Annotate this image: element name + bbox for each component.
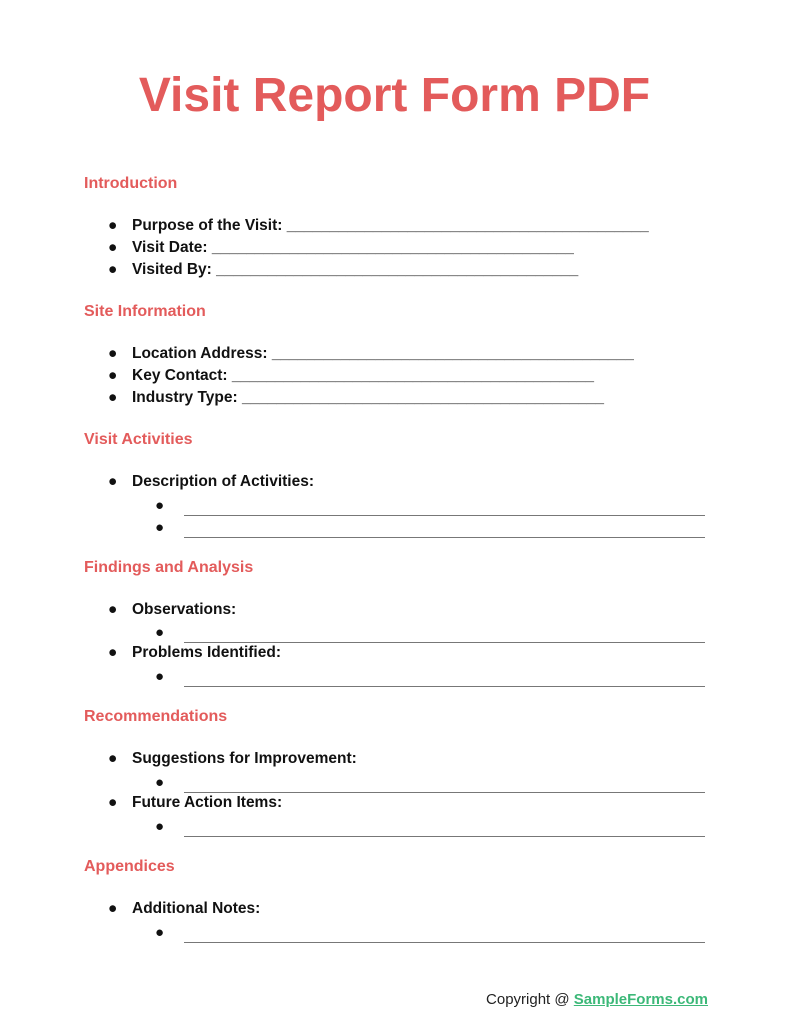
answer-line[interactable] — [155, 623, 705, 643]
sub-bullet-icon: ● — [155, 774, 165, 791]
field-observations — [108, 600, 236, 620]
section-heading-site-information: Site Information — [84, 303, 206, 320]
underline — [184, 537, 705, 538]
sub-bullet-icon: ● — [155, 497, 165, 514]
section-heading-recommendations: Recommendations — [84, 708, 228, 725]
answer-line[interactable] — [155, 496, 705, 516]
fill-in-blank[interactable]: __________________________________________ — [241, 389, 605, 406]
field-label: Visit Date: — [132, 239, 212, 256]
bullet-icon: ● — [108, 750, 118, 767]
copyright-footer — [486, 990, 708, 1010]
answer-line[interactable] — [155, 518, 705, 538]
field-label: Problems Identified: — [132, 644, 281, 661]
field-label: Location Address: — [132, 345, 272, 362]
section-heading-introduction: Introduction — [84, 175, 178, 192]
fill-in-blank[interactable]: __________________________________________ — [211, 239, 574, 256]
field-visited-by[interactable] — [108, 260, 578, 280]
answer-line[interactable] — [155, 923, 705, 943]
sub-bullet-icon: ● — [155, 519, 165, 536]
bullet-icon: ● — [108, 217, 118, 234]
field-visit-date[interactable] — [108, 238, 574, 258]
field-label: Description of Activities: — [132, 473, 315, 490]
field-industry-type[interactable] — [108, 388, 604, 408]
field-purpose-of-visit[interactable] — [108, 216, 649, 236]
field-label: Key Contact: — [132, 367, 232, 384]
answer-line[interactable] — [155, 773, 705, 793]
section-heading-findings-and-analysis: Findings and Analysis — [84, 559, 254, 576]
bullet-icon: ● — [108, 473, 118, 490]
bullet-icon: ● — [108, 345, 118, 362]
field-additional-notes — [108, 899, 260, 919]
sub-bullet-icon: ● — [155, 668, 165, 685]
field-label: Additional Notes: — [132, 900, 261, 917]
brand-link[interactable]: SampleForms.com — [573, 991, 708, 1008]
field-description-of-activities — [108, 472, 314, 492]
field-location-address[interactable] — [108, 344, 634, 364]
section-heading-visit-activities: Visit Activities — [84, 431, 193, 448]
field-label: Industry Type: — [132, 389, 242, 406]
answer-line[interactable] — [155, 817, 705, 837]
bullet-icon: ● — [108, 601, 118, 618]
bullet-icon: ● — [108, 900, 118, 917]
field-label: Future Action Items: — [132, 794, 283, 811]
page-title: Visit Report Form PDF — [138, 69, 651, 122]
field-label: Suggestions for Improvement: — [132, 750, 357, 767]
bullet-icon: ● — [108, 261, 118, 278]
sub-bullet-icon: ● — [155, 924, 165, 941]
sub-bullet-icon: ● — [155, 818, 165, 835]
bullet-icon: ● — [108, 239, 118, 256]
copyright-text: Copyright @ — [486, 991, 574, 1008]
field-problems-identified — [108, 643, 281, 663]
field-label: Visited By: — [132, 261, 217, 278]
underline — [184, 836, 705, 837]
bullet-icon: ● — [108, 389, 118, 406]
underline — [184, 686, 705, 687]
field-label: Purpose of the Visit: — [132, 217, 287, 234]
bullet-icon: ● — [108, 794, 118, 811]
fill-in-blank[interactable]: __________________________________________ — [286, 217, 649, 234]
section-heading-appendices: Appendices — [84, 858, 175, 875]
bullet-icon: ● — [108, 644, 118, 661]
fill-in-blank[interactable]: __________________________________________ — [231, 367, 594, 384]
underline — [184, 515, 705, 516]
bullet-icon: ● — [108, 367, 118, 384]
sub-bullet-icon: ● — [155, 624, 165, 641]
field-future-action-items — [108, 793, 282, 813]
field-label: Observations: — [132, 601, 237, 618]
fill-in-blank[interactable]: __________________________________________ — [216, 261, 579, 278]
field-key-contact[interactable] — [108, 366, 594, 386]
field-suggestions-for-improvement — [108, 749, 357, 769]
answer-line[interactable] — [155, 667, 705, 687]
fill-in-blank[interactable]: __________________________________________ — [271, 345, 634, 362]
underline — [184, 942, 705, 943]
